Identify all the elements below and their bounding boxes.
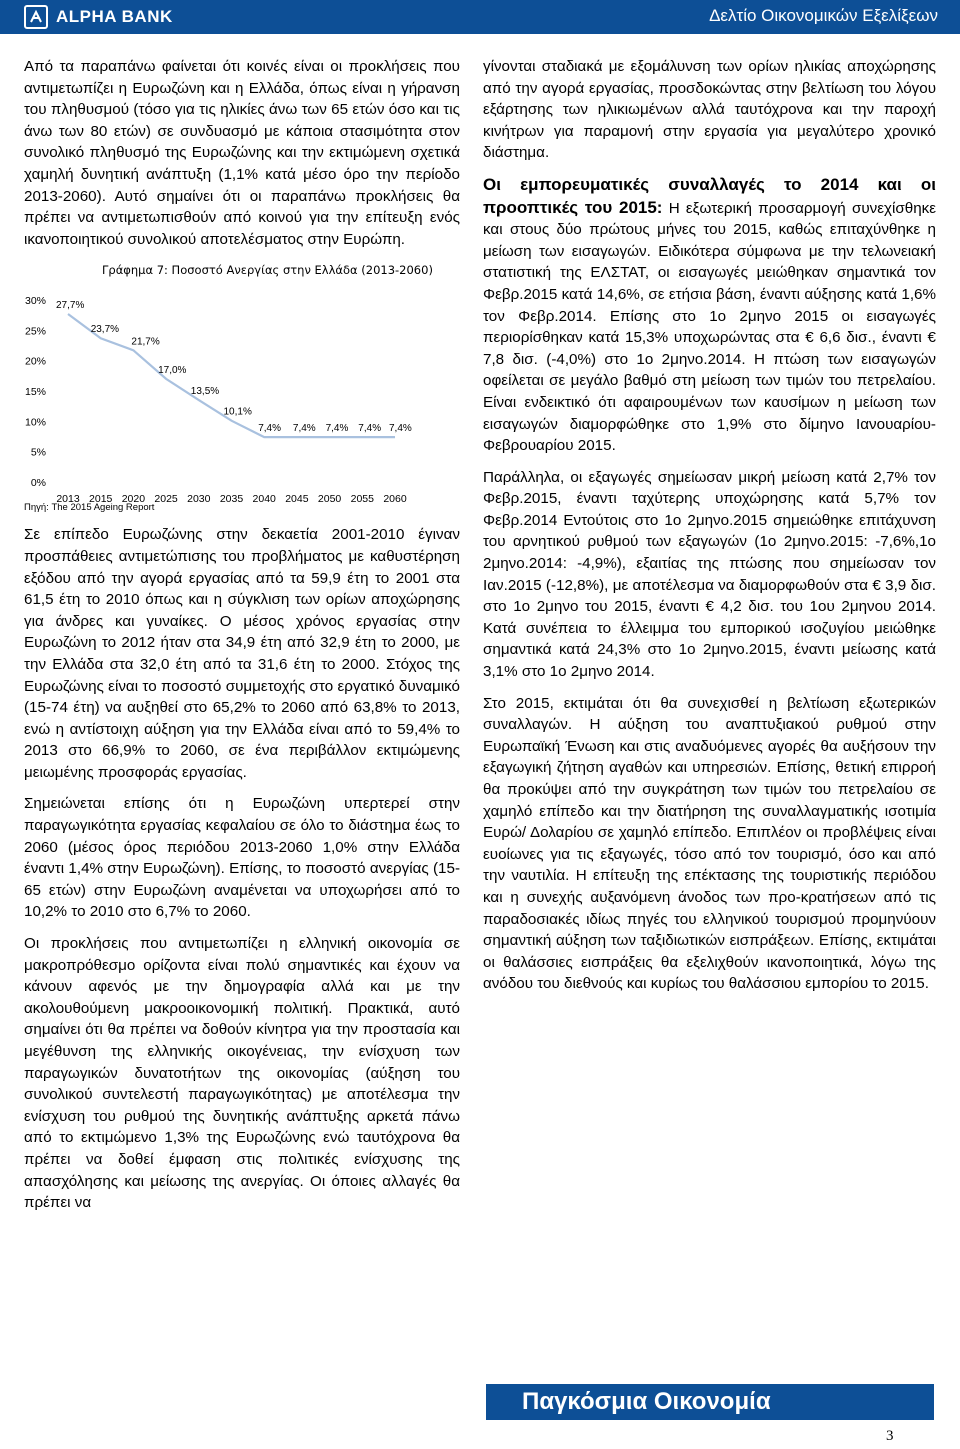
y-tick-label: 5% (30, 447, 46, 460)
x-tick-label: 2020 (121, 493, 146, 506)
page-number: 3 (886, 1428, 894, 1444)
x-tick-label: 2025 (154, 493, 178, 506)
alpha-logo-icon (24, 5, 48, 29)
x-tick-label: 2035 (219, 493, 244, 506)
left-paragraph-4: Οι προκλήσεις που αντιμετωπίζει η ελληνική οικονομία σε μακροπρόθεσμο ορίζοντα είναι πολύ σημαντικές και έχουν να κάνουν αφενός με την δημογραφία αλλά και με την ακολουθούμενη μακροοικονομική πολιτική. Πρακτικά, αυτό σημαίνει ότι θα πρέπει να δοθούν κίνητρα για την προστασία και μεγέθυνση της ελληνικής οικογένειας, την ενίσχυση των παραγωγικών δυνατοτήτων της οικονομίας (αύξηση του συνολικού συντελεστή παραγωγικότητας) με αποτέλεσμα την ενίσχυση του ρυθμού της δυνητικής ανάπτυξης αρκετά πάνω από το εκτιμώμενο 1,3% της Ευρωζώνης ενώ ταυτόχρονα θα πρέπει να δοθεί έμφαση στις πολιτικές ενίσχυσης της απασχόλησης και μείωσης της ανεργίας. Οι όποιες αλλαγές θα πρέπει να (24, 935, 460, 1212)
page-header (0, 0, 960, 34)
data-label: 13,5% (190, 386, 220, 398)
y-tick-label: 0% (30, 477, 46, 490)
y-tick-label: 25% (24, 325, 46, 338)
bulletin-title: Δελτίο Οικονομικών Εξελίξεων (709, 6, 938, 25)
data-label: 7,4% (292, 423, 316, 435)
data-label: 21,7% (131, 336, 160, 348)
x-tick-label: 2060 (383, 493, 407, 506)
data-label: 27,7% (56, 300, 85, 312)
x-tick-label: 2045 (285, 493, 309, 506)
data-label: 7,4% (358, 423, 382, 435)
data-label: 7,4% (258, 423, 281, 435)
unemployment-chart (24, 256, 460, 514)
left-paragraph-1: Από τα παραπάνω φαίνεται ότι κοινές είναι οι προκλήσεις που αντιμετωπίζει η Ευρωζώνη και η Ελλάδα, όπως είναι η γήρανση του πληθυσμού (τόσο για τις ηλικίες άνω των 65 ετών όσο και τις άνω των 80 ετών) σε συνδυασμό με κάποια στασιμότητα στον συνολικό πληθυσμό της Ευρωζώνης και την εκτιμώμενη σχετικά χαμηλή δυνητική ανάπτυξη (1,1% κατά μέσο όρο την περίοδο 2013-2060). Αυτό σημαίνει ότι οι παραπάνω προκλήσεις θα πρέπει να αντιμετωπισθούν από κοινού για την επίτευξη ενός ικανοποιητικού συνολικού αποτελέσματος στην Ευρώπη. (24, 58, 460, 248)
y-tick-label: 10% (24, 416, 46, 429)
right-paragraph-3: Παράλληλα, οι εξαγωγές σημείωσαν μικρή μείωση κατά 2,7% τον Φεβρ.2015, έναντι ταχύτερης υποχώρησης κατά 5,7% τον Φεβρ.2014 Εντούτοις στο 1ο 2μηνο.2015 σημειώθηκε επιτάχυνση του αρνητικού ρυθμού των εξαγωγών (1ο 2μηνο.2015: -7,6%,1ο 2μηνο.2014: -4,9%), εξαιτίας της πτώσης που σημείωσαν τον Ιαν.2015 (-12,8%), με αποτέλεσμα να διαμορφωθούν στα € 3,9 δισ. στο 1ο 2μηνο του 2015, έναντι € 4,2 δισ. του 1ου 2μηνου 2014. Κατά συνέπεια το έλλειμμα του εμπορικού ισοζυγίου μειώθηκε σημαντικά κατά 24,3% στο 1ο 2μηνο.2015, έναντι μείωσης κατά 3,1% στο 1ο 2μηνο 2014. (483, 468, 936, 681)
x-tick-label: 2013 (56, 493, 80, 506)
bank-name: ALPHA BANK (56, 7, 173, 26)
x-tick-label: 2030 (187, 493, 211, 506)
x-tick-label: 2050 (317, 493, 342, 506)
right-paragraph-2-text: Η εξωτερική προσαρμογή συνεχίσθηκε και στους δύο πρώτους μήνες του 2015, καθώς επιταχύνθηκε η μείωση των εισαγωγών. Ειδικότερα σύμφωνα με την τελωνειακή στατιστική της ΕΛΣΤΑΤ, οι εισαγωγές μειώθηκαν σημαντικά τον Φεβρ.2015 κατά 14,6%, σε ετήσια βάση, έναντι αύξησης κατά 1,6% τον Φεβρ.2014. Επίσης στο 1ο 2μηνο 2015 οι εισαγωγές περιορίσθηκαν κατά 15,3% υποχωρώντας στα € 6,6 δισ., έναντι € 7,8 δισ. (-4,0%) στο 1ο 2μηνο.2014. Η πτώση των εισαγωγών οφείλεται σε μεγάλο βαθμό στη μείωση των τιμών του πετρελαίου. Είναι ενδεικτικό ότι αφαιρουμένων των καυσίμων η μείωση των εισαγωγών διαμορφώθηκε στο 1,9% στο δίμηνο Ιανουαρίου-Φεβρουαρίου 2015. (483, 199, 937, 455)
data-label: 7,4% (325, 423, 349, 435)
data-label: 7,4% (389, 423, 412, 435)
right-paragraph-1: γίνονται σταδιακά με εξομάλυνση των ορίων ηλικίας αποχώρησης από την αγορά εργασίας, προσδοκώντας στην βελτίωση του λόγου εξάρτησης των ηλικιωμένων αλλά ταυτόχρονα και την παροχή κινήτρων για παραμονή στην εργασία για μεγαλύτερο χρονικό διάστημα. (483, 58, 936, 162)
y-tick-label: 30% (24, 295, 46, 308)
right-paragraph-2 (483, 174, 936, 457)
chart-source: Πηγή: The 2015 Ageing Report (24, 502, 155, 514)
chart-svg (24, 256, 460, 514)
y-tick-label: 15% (24, 386, 46, 399)
left-paragraph-2: Σε επίπεδο Ευρωζώνης στην δεκαετία 2001-2010 έγιναν προσπάθειες αντιμετώπισης του προβλήματος με καθυστέρηση εξόδου από την αγορά εργασίας από τα 59,9 έτη το 2001 στα 61,5 έτη το 2010 όπως και η σύγκλιση των ορίων αποχώρησης για άνδρες και γυναίκες. Ο μέσος χρόνος εργασίας στην Ευρωζώνη το 2012 ήταν στα 34,9 έτη από 32,9 έτη το 2000, με την Ελλάδα στα 32,0 έτη από τα 31,6 έτη το 2000. Στόχος της Ευρωζώνης είναι το ποσοστό συμμετοχής στο εργατικό δυναμικό (15-74 έτη) να αυξηθεί στο 65,2% το 2060 από 63,8% το 2013, ενώ η αντίστοιχη αύξηση για την Ελλάδα είναι από το 59,4% το 2013 στο 66,9% το 2060, σε ένα περιβάλλον εκτιμώμενης μειωμένης προσφοράς εργασίας. (24, 526, 460, 781)
x-tick-label: 2040 (252, 493, 276, 506)
bank-logo (24, 5, 173, 29)
right-column (483, 56, 936, 1005)
chart-title: Γράφημα 7: Ποσοστό Ανεργίας στην Ελλάδα (2013-2060) (102, 263, 433, 278)
data-label: 23,7% (90, 324, 120, 336)
x-tick-label: 2055 (350, 493, 374, 506)
left-column (24, 56, 460, 1224)
data-label: 10,1% (223, 407, 252, 419)
right-paragraph-4: Στο 2015, εκτιμάται ότι θα συνεχισθεί η βελτίωση εξωτερικών συναλλαγών. Η αύξηση του αναπτυξιακού ρυθμού στην Ευρωπαϊκή Ένωση και στις αναδυόμενες αγορές θα αυξήσουν την εξαγωγική ζήτηση αγαθών και υπηρεσιών. Επίσης, θετική επιρροή θα προκύψει από την συγκράτηση των τιμών του πετρελαίου σε χαμηλό επίπεδο και την διατήρηση της συναλλαγματικής ισοτιμία Ευρώ/ Δολαρίου σε χαμηλό επίπεδο. Επιπλέον οι προβλέψεις είναι ευοίωνες για τις εξαγωγές, τόσο από τον τουρισμό, όσο και από την ναυτιλία. Η επίτευξη της επέκτασης της τουριστικής περιόδου και η συνεχής αυξανόμενη άνοδος των προ-κρατήσεων από τις παραδοσιακές ιδίως πηγές του ελληνικού τουρισμού προμηνύουν σημαντική αύξηση των ταξιδιωτικών εισπράξεων. Επίσης, εκτιμάται οι θαλάσσιες εισπράξεις θα εξελιχθούν ικανοποιητικά, λόγω της ανόδου του διεθνούς και κυρίως του θαλάσσιου εμπορίου το 2015. (483, 694, 936, 993)
data-label: 17,0% (158, 365, 187, 377)
section-heading: Οι εμπορευματικές συναλλαγές το 2014 και οι προοπτικές του 2015: (483, 174, 936, 217)
section-banner: Παγκόσμια Οικονομία (486, 1384, 934, 1420)
y-tick-label: 20% (24, 356, 46, 369)
x-tick-label: 2015 (89, 493, 113, 506)
left-paragraph-3: Σημειώνεται επίσης ότι η Ευρωζώνη υπερτερεί στην παραγωγικότητα εργασίας κεφαλαίου σε όλο το διάστημα έως το 2060 (μέσος όρος περιόδου 2013-2060 1,0% στην Ελλάδα έναντι 1,4% στην Ευρωζώνη). Επίσης, το ποσοστό ανεργίας (15-65 ετών) στην Ευρωζώνη αναμένεται να υποχωρήσει από το 10,2% το 2010 στο 6,7% το 2060. (24, 795, 460, 921)
